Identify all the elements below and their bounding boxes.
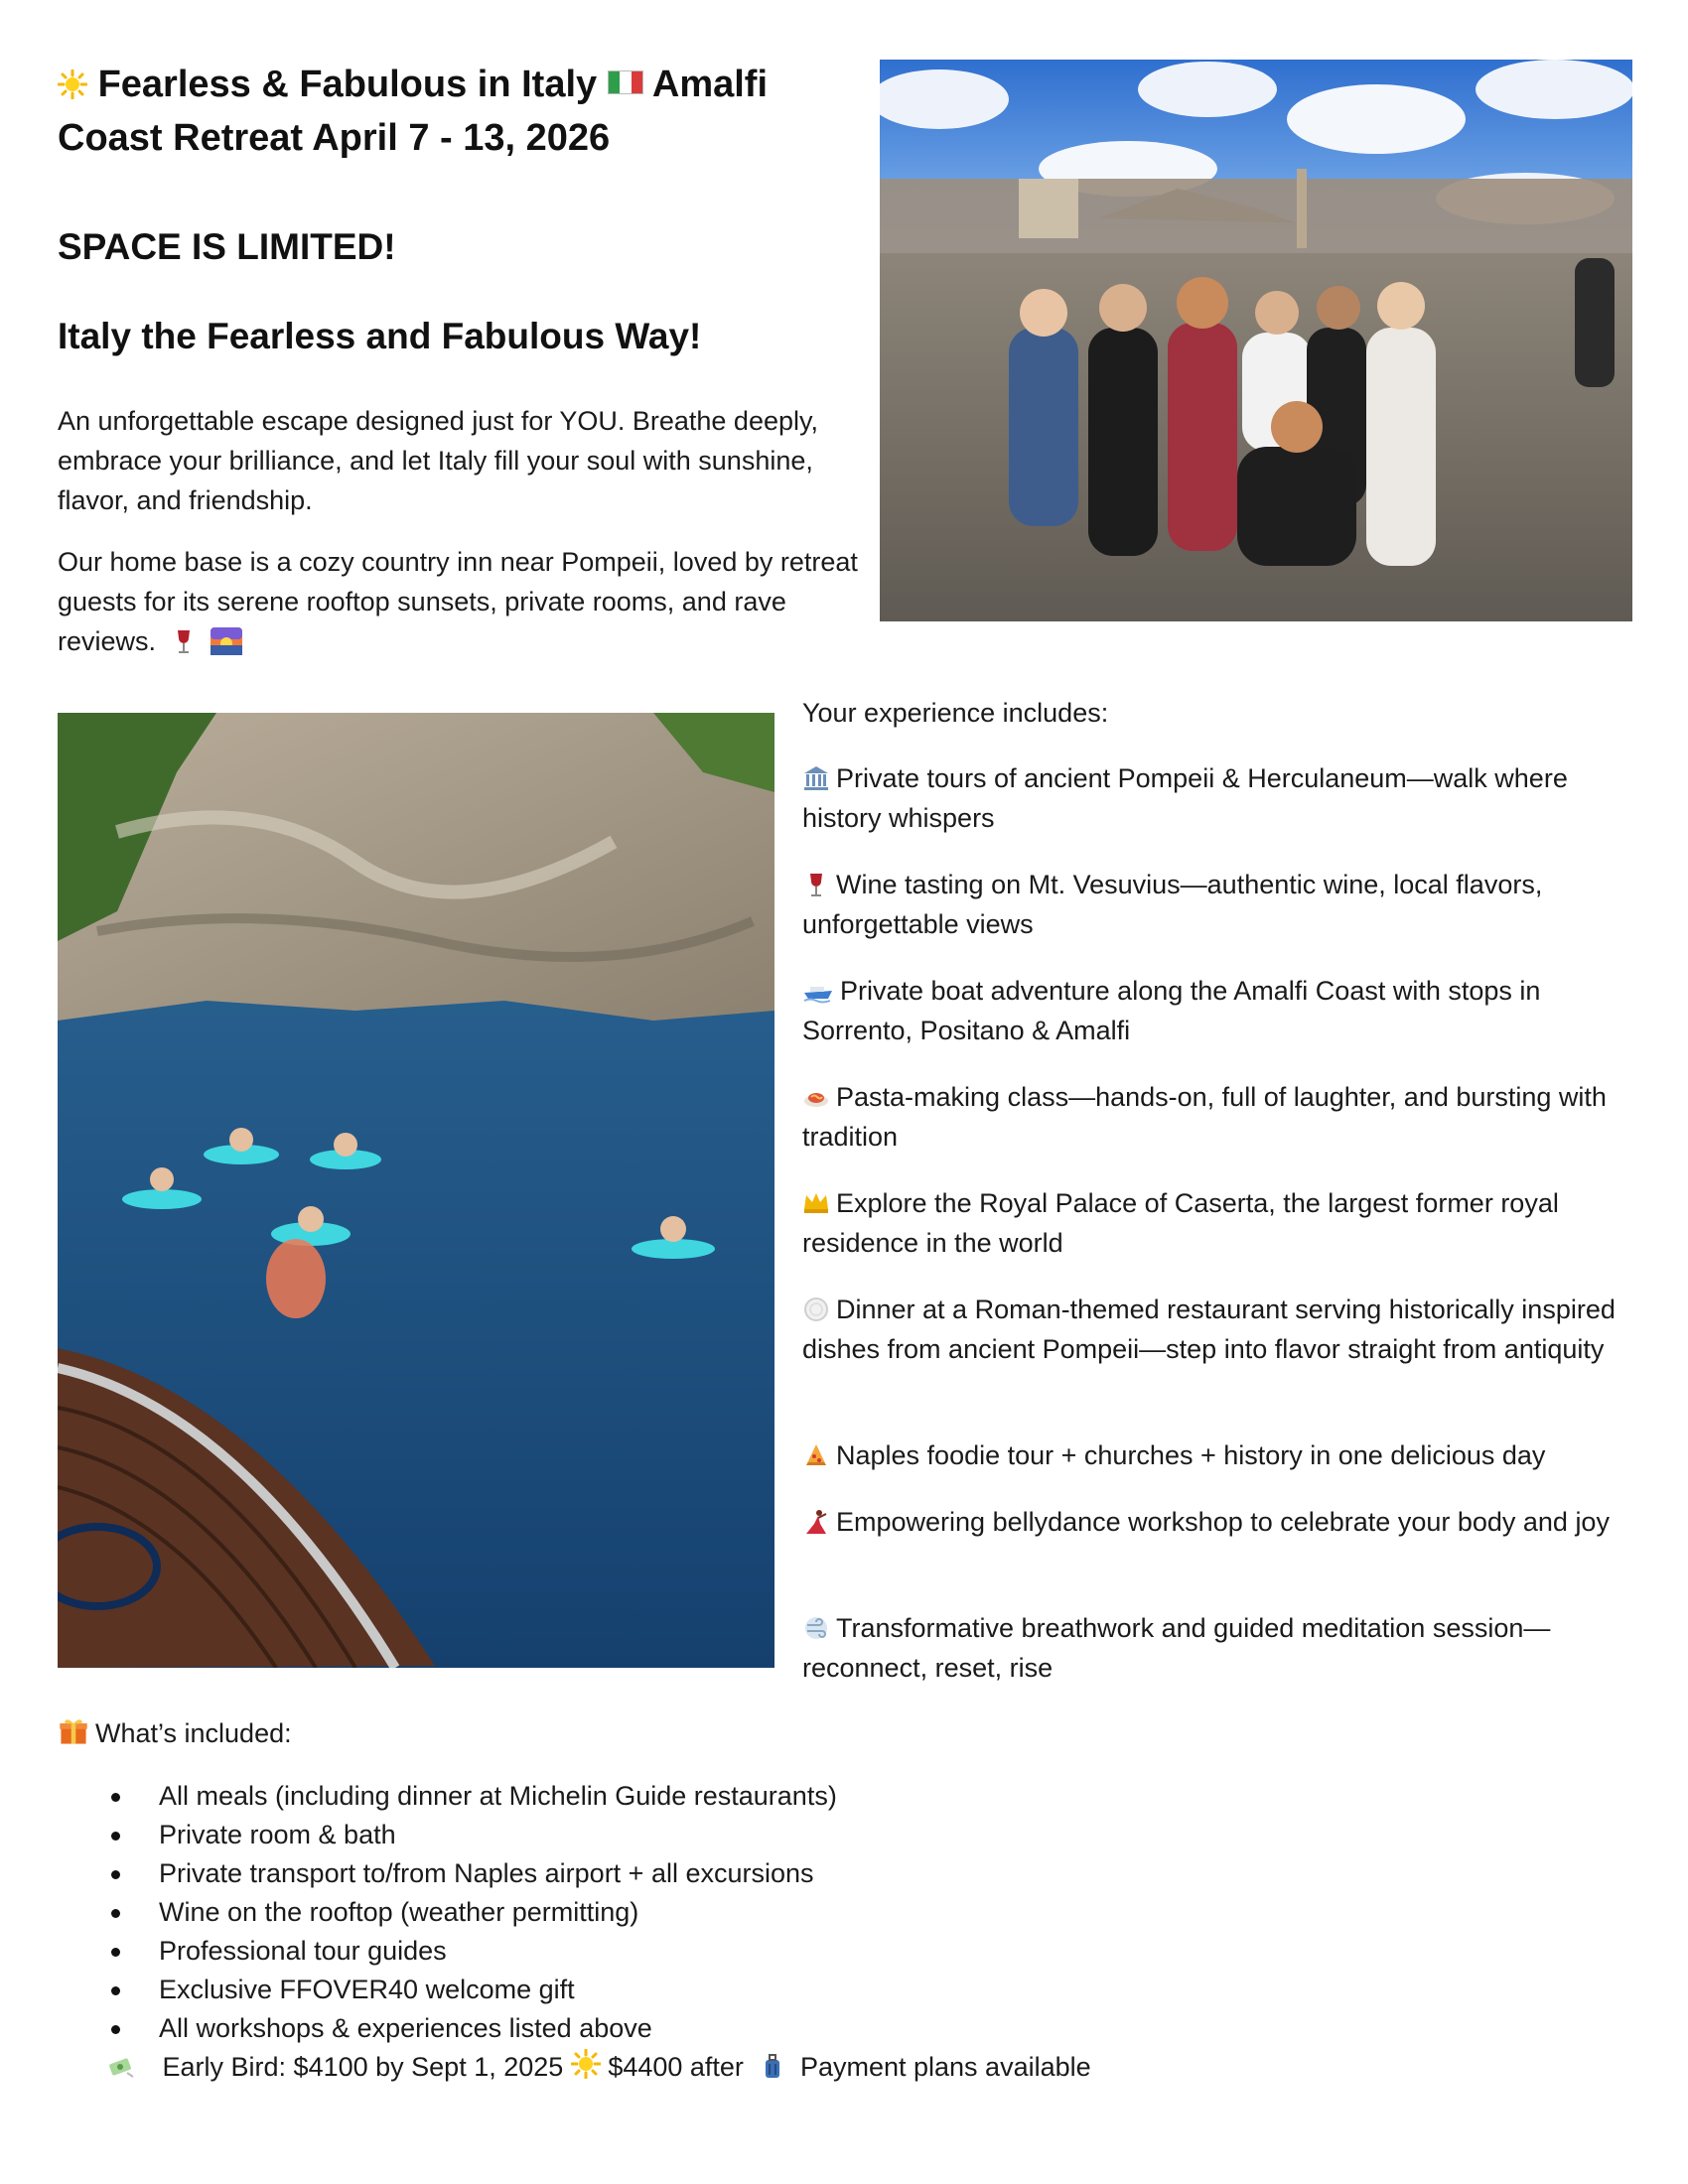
- gift-icon: [58, 1715, 89, 1747]
- space-limited-heading: SPACE IS LIMITED!: [58, 226, 396, 267]
- money-icon: [107, 2053, 135, 2081]
- intro-paragraph-2: [58, 542, 872, 661]
- intro-paragraph-2-text: Our home base is a cozy country inn near Pompeii, loved by retreat guests for its serene rooftop sunsets, private rooms, and rave reviews.: [58, 547, 858, 656]
- experience-item-text: Explore the Royal Palace of Caserta, the largest former royal residence in the world: [802, 1188, 1559, 1258]
- payment-plans-text: Payment plans available: [799, 2052, 1091, 2082]
- classical-building-icon: [802, 764, 830, 792]
- experience-item: [802, 1290, 1626, 1369]
- intro-paragraph-1: An unforgettable escape designed just for YOU. Breathe deeply, embrace your brilliance, and let Italy fill your soul with sunshine, flavor, and friendship.: [58, 406, 818, 515]
- wine-glass-icon: [170, 627, 198, 655]
- experience-item: [802, 971, 1626, 1050]
- included-list: [99, 1777, 837, 2048]
- experience-item-text: Dinner at a Roman-themed restaurant serving historically inspired dishes from ancient Pompeii—step into flavor straight from antiquity: [802, 1295, 1616, 1364]
- list-item: Professional tour guides: [99, 1932, 837, 1971]
- sun-icon: [571, 2049, 601, 2079]
- list-item: All workshops & experiences listed above: [99, 2009, 837, 2048]
- luggage-icon: [759, 2053, 786, 2081]
- list-item: Wine on the rooftop (weather permitting): [99, 1893, 837, 1932]
- experience-item: [802, 865, 1626, 944]
- ship-icon: [802, 977, 834, 1005]
- wind-icon: [802, 1614, 830, 1642]
- experience-item: [802, 758, 1626, 838]
- group-photo-pompeii: [880, 60, 1632, 621]
- plate-icon: [802, 1296, 830, 1323]
- subtitle-heading: Italy the Fearless and Fabulous Way!: [58, 316, 702, 356]
- crown-icon: [802, 1189, 830, 1217]
- pizza-icon: [802, 1441, 830, 1469]
- list-item: Exclusive FFOVER40 welcome gift: [99, 1971, 837, 2009]
- sunset-icon: [211, 627, 242, 655]
- title-part-2: Amalfi Coast Retreat April 7 - 13, 2026: [58, 64, 769, 159]
- italy-flag-icon: [608, 70, 643, 94]
- experience-item: [802, 1608, 1626, 1688]
- swimming-photo-amalfi: [58, 713, 774, 1668]
- pasta-icon: [802, 1083, 830, 1111]
- title-part-1: Fearless & Fabulous in Italy: [97, 64, 598, 105]
- experience-item-text: Wine tasting on Mt. Vesuvius—authentic wine, local flavors, unforgettable views: [802, 870, 1543, 939]
- experience-item: [802, 1435, 1626, 1475]
- included-heading: What’s included:: [95, 1718, 292, 1748]
- dancer-icon: [802, 1508, 830, 1536]
- list-item: Private transport to/from Naples airport + all excursions: [99, 1854, 837, 1893]
- experience-heading: Your experience includes:: [802, 698, 1109, 728]
- experience-item-text: Naples foodie tour + churches + history in one delicious day: [836, 1440, 1546, 1470]
- included-heading-row: [58, 1713, 292, 1753]
- sun-icon: [58, 69, 87, 99]
- experience-item-text: Private tours of ancient Pompeii & Herculaneum—walk where history whispers: [802, 763, 1568, 833]
- experience-item: [802, 1183, 1626, 1263]
- list-item: All meals (including dinner at Michelin Guide restaurants): [99, 1777, 837, 1816]
- pricing-row: [107, 2047, 1091, 2087]
- experience-item-text: Transformative breathwork and guided meditation session—reconnect, reset, rise: [802, 1613, 1551, 1683]
- experience-item: [802, 1077, 1626, 1157]
- experience-item-text: Empowering bellydance workshop to celebrate your body and joy: [836, 1507, 1610, 1537]
- wine-glass-icon: [802, 871, 830, 898]
- experience-item: [802, 1502, 1626, 1542]
- after-price-text: $4400 after: [608, 2052, 744, 2082]
- experience-item-text: Pasta-making class—hands-on, full of laughter, and bursting with tradition: [802, 1082, 1607, 1152]
- list-item: Private room & bath: [99, 1816, 837, 1854]
- early-bird-text: Early Bird: $4100 by Sept 1, 2025: [162, 2052, 564, 2082]
- experience-item-text: Private boat adventure along the Amalfi Coast with stops in Sorrento, Positano & Amalfi: [802, 976, 1541, 1045]
- page-title: [58, 58, 812, 165]
